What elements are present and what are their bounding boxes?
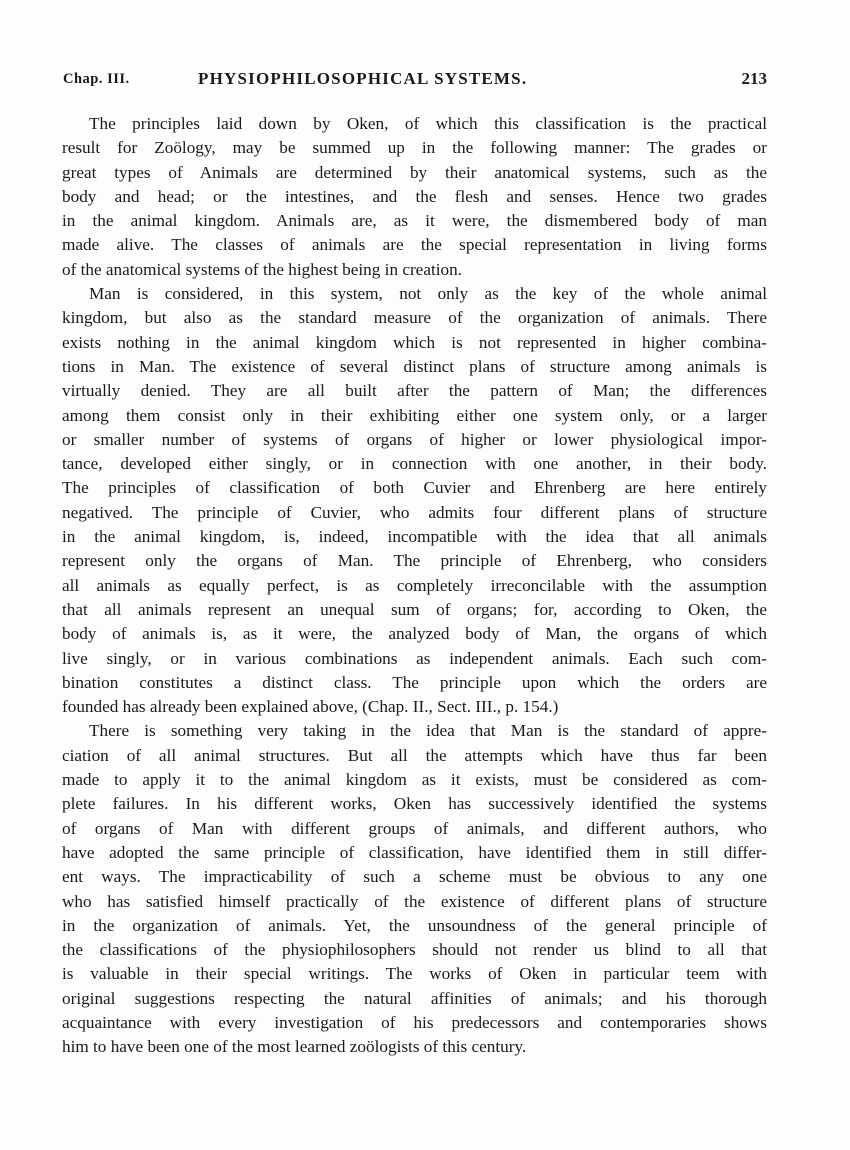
text-line: result for Zoölogy, may be summed up in the following manner: The grades or [62,138,767,158]
text-line: in the animal kingdom. Animals are, as it were, the dismembered body of man [62,211,767,231]
text-line: made alive. The classes of animals are the special representation in living forms [62,235,767,255]
running-header [63,71,767,93]
text-line: virtually denied. They are all built after the pattern of Man; the differences [62,381,767,401]
text-line: tions in Man. The existence of several distinct plans of structure among animals is [62,356,767,376]
text-line: There is something very taking in the idea that Man is the standard of appre- [89,721,767,741]
text-line: is valuable in their special writings. The works of Oken in particular teem with [62,964,767,984]
text-line: of the anatomical systems of the highest being in creation. [62,259,462,279]
text-line: represent only the organs of Man. The principle of Ehrenberg, who considers [62,551,767,571]
text-line: among them consist only in their exhibiting either one system only, or a larger [62,405,767,425]
text-line: body and head; or the intestines, and the flesh and senses. Hence two grades [62,186,767,206]
text-line: The principles laid down by Oken, of which this classification is the practical [89,114,767,133]
text-line: who has satisfied himself practically of the existence of different plans of structure [62,891,767,911]
text-line: The principles of classification of both Cuvier and Ehrenberg are here entirely [62,478,767,498]
text-line: made to apply it to the animal kingdom as it exists, must be considered as com- [62,770,767,790]
text-line: him to have been one of the most learned zoölogists of this century. [62,1037,527,1057]
text-line: the classifications of the physiophilosophers should not render us blind to all that [62,940,767,960]
text-line: have adopted the same principle of classification, have identified them in still differ- [62,842,767,862]
text-line: acquaintance with every investigation of his predecessors and contemporaries shows [62,1012,767,1032]
text-line: of organs of Man with different groups of animals, and different authors, who [62,818,767,838]
text-line: in the organization of animals. Yet, the unsoundness of the general principle of [62,915,767,935]
text-line: negatived. The principle of Cuvier, who admits four different plans of structure [62,502,767,522]
paragraph [62,282,767,719]
body-text [62,112,767,1060]
running-title: PHYSIOPHILOSOPHICAL SYSTEMS. [198,69,528,88]
text-line: founded has already been explained above, (Chap. II., Sect. III., p. 154.) [62,697,559,717]
paragraph [62,112,767,282]
text-line: body of animals is, as it were, the analyzed body of Man, the organs of which [62,624,767,644]
text-line: that all animals represent an unequal sum of organs; for, according to Oken, the [62,599,767,619]
chapter-label: Chap. III. [63,71,130,87]
text-line: Man is considered, in this system, not only as the key of the whole animal [89,284,767,304]
text-line: exists nothing in the animal kingdom which is not represented in higher combina- [62,332,767,352]
text-line: all animals as equally perfect, is as completely irreconcilable with the assumption [62,575,767,595]
text-line: live singly, or in various combinations as independent animals. Each such com- [62,648,767,668]
paragraph [62,719,767,1059]
text-line: bination constitutes a distinct class. The principle upon which the orders are [62,672,767,692]
text-line: tance, developed either singly, or in connection with one another, in their body. [62,454,767,474]
page-number: 213 [741,69,767,88]
text-line: plete failures. In his different works, Oken has successively identified the systems [62,794,767,814]
text-line: great types of Animals are determined by their anatomical systems, such as the [62,162,767,182]
text-line: ciation of all animal structures. But all the attempts which have thus far been [62,745,767,765]
text-line: in the animal kingdom, is, indeed, incompatible with the idea that all animals [62,527,767,547]
text-line: kingdom, but also as the standard measure of the organization of animals. There [62,308,767,328]
text-line: original suggestions respecting the natural affinities of animals; and his thorough [62,988,767,1008]
text-line: or smaller number of systems of organs of higher or lower physiological impor- [62,429,767,449]
text-line: ent ways. The impracticability of such a scheme must be obvious to any one [62,867,767,887]
